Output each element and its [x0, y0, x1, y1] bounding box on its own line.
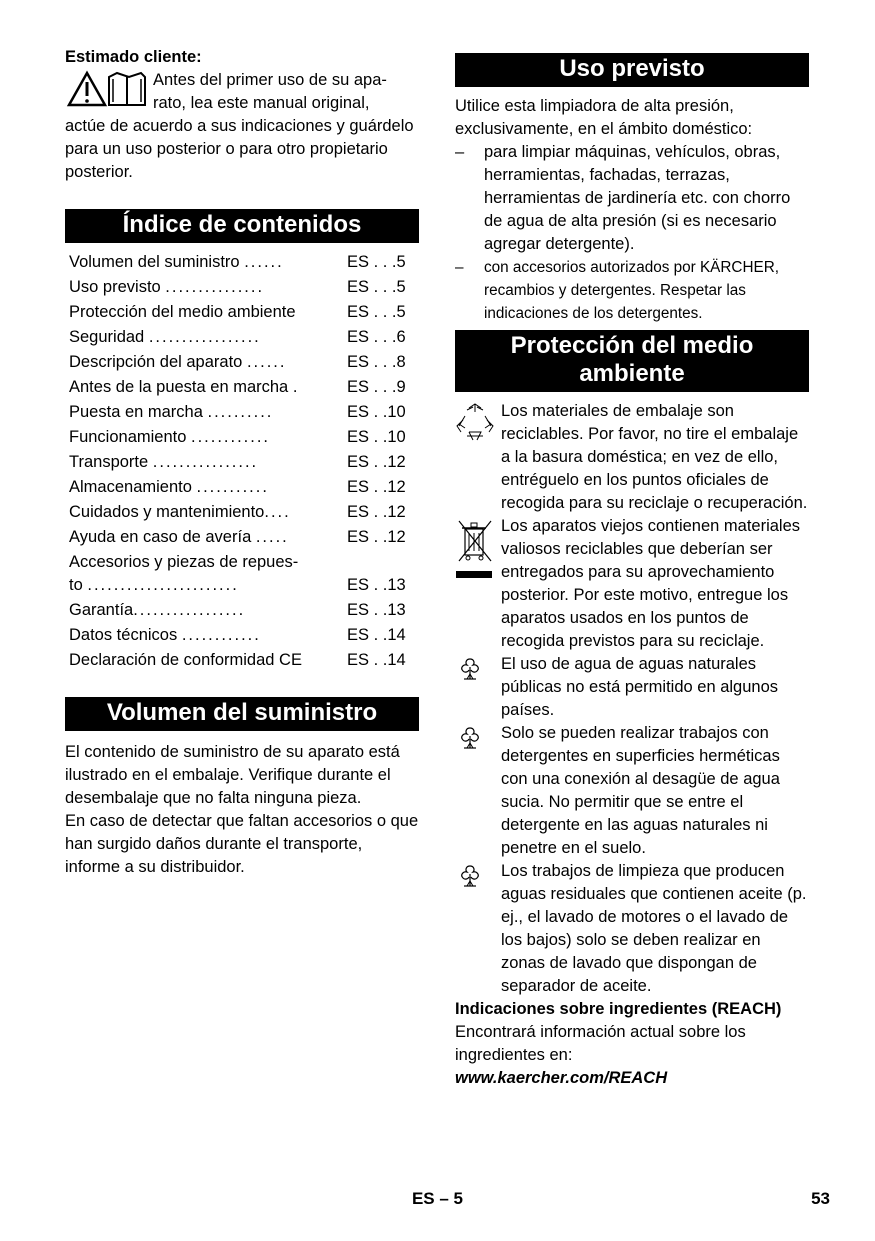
env-text: El uso de agua de aguas naturales públicas no está permitido en algunos países.: [501, 655, 779, 719]
use-intro: Utilice esta limpiadora de alta presión, exclusivamente, en el ámbito doméstico:: [455, 97, 753, 138]
toc-page: ES . . .5: [347, 253, 406, 271]
toc-row[interactable]: Cuidados y mantenimiento.... ES . .12: [69, 501, 419, 524]
list-item: [455, 860, 809, 998]
toc-page: ES . .12: [347, 478, 406, 496]
env-text: Los trabajos de limpieza que producen aguas residuales que contienen aceite (p. ej., el lavado de motores o el lavado de los bajos) solo se deben realizar en zonas de lavado que dispongan de separador de aceite.: [501, 862, 807, 995]
toc-row[interactable]: Seguridad ................. ES . . .6: [69, 326, 419, 349]
toc-title: Declaración de conformidad CE: [69, 651, 302, 669]
env-heading: [455, 330, 809, 392]
toc-row[interactable]: [69, 649, 419, 672]
env-heading-line-2: ambiente: [579, 360, 685, 387]
toc-page: ES . . .5: [347, 303, 406, 321]
toc-title: Volumen del suministro: [69, 253, 240, 271]
toc-title: Protección del medio ambiente: [69, 303, 296, 321]
crossed-bin-icon: [455, 515, 501, 653]
toc-title: Descripción del aparato: [69, 353, 243, 371]
toc-row[interactable]: Transporte ................ ES . .12: [69, 451, 419, 474]
toc-title: Puesta en marcha: [69, 403, 203, 421]
toc-title: Transporte: [69, 453, 149, 471]
environment-tree-icon: [455, 653, 501, 722]
list-item: – con accesorios autorizados por KÄRCHER, recambios y detergentes. Respetar las indicaciones de los detergentes.: [455, 256, 809, 325]
toc-page: ES . . .5: [347, 278, 406, 296]
use-heading: Uso previsto: [455, 53, 809, 87]
toc-title: to: [69, 576, 83, 594]
supply-heading: Volumen del suministro: [65, 697, 419, 731]
toc-title: Ayuda en caso de avería: [69, 528, 252, 546]
footer-section-label: ES – 5: [411, 1189, 464, 1208]
env-text: Los materiales de embalaje son reciclables. Por favor, no tire el embalaje a la basura doméstica; en vez de ello, entréguelo en los puntos oficiales de recogida para su reciclaje o recuperación.: [501, 402, 808, 512]
toc-title: Antes de la puesta en marcha: [69, 378, 289, 396]
toc-row[interactable]: [69, 301, 419, 324]
env-heading-line-1: Protección del medio: [510, 332, 754, 359]
reach-text: Encontrará información actual sobre los ingredientes en:: [455, 1023, 746, 1064]
toc-row[interactable]: Ayuda en caso de avería ..... ES . .12: [69, 526, 419, 549]
left-column: [65, 46, 419, 879]
toc-title-line1: Accesorios y piezas de repues-: [69, 553, 299, 571]
toc-page: ES . .12: [347, 528, 406, 546]
toc-page: ES . .14: [347, 626, 406, 644]
env-text: Los aparatos viejos contienen materiales valiosos reciclables que deberían ser entregados para su aprovechamiento posterior. Por este motivo, entregue los aparatos usados en los puntos de recogida previstos para su reciclaje.: [501, 517, 801, 650]
greeting: Estimado cliente:: [65, 48, 202, 66]
toc-title: Uso previsto: [69, 278, 161, 296]
reach-link[interactable]: www.kaercher.com/REACH: [455, 1069, 668, 1087]
intro-icons: [65, 69, 153, 115]
right-column: [455, 53, 809, 1090]
toc-page: ES . .12: [347, 503, 406, 521]
use-list: [455, 141, 809, 325]
reach-heading: Indicaciones sobre ingredientes (REACH): [455, 1000, 782, 1018]
toc-row[interactable]: Descripción del aparato ...... ES . . .8: [69, 351, 419, 374]
toc-title: Cuidados y mantenimiento: [69, 503, 265, 521]
list-item: [455, 722, 809, 860]
warning-manual-icon: [65, 69, 151, 115]
toc-row[interactable]: Funcionamiento ............ ES . .10: [69, 426, 419, 449]
toc-row[interactable]: Puesta en marcha .......... ES . .10: [69, 401, 419, 424]
toc-page: ES . . .9: [347, 378, 406, 396]
env-text: Solo se pueden realizar trabajos con detergentes en superficies herméticas con una conexión al desagüe de agua sucia. No permitir que se entre el detergente en las aguas naturales ni penetre en el suelo.: [501, 724, 780, 857]
toc-row[interactable]: Almacenamiento ........... ES . .12: [69, 476, 419, 499]
toc-title: Datos técnicos: [69, 626, 178, 644]
toc-row[interactable]: Garantía................. ES . .13: [69, 599, 419, 622]
toc-title: Garantía: [69, 601, 134, 619]
toc-page: ES . .10: [347, 403, 406, 421]
intro-line-2: rato, lea este manual original,: [153, 94, 370, 112]
environment-tree-icon: [455, 722, 501, 860]
list-item: – para limpiar máquinas, vehículos, obras, herramientas, fachadas, terrazas, herramientas de jardinería etc. con chorro de agua de alta presión (si es necesario agregar detergente).: [455, 141, 809, 256]
supply-paragraph-2: En caso de detectar que faltan accesorios o que han surgido daños durante el transporte, informe a su distribuidor.: [65, 812, 419, 876]
environment-tree-icon: [455, 860, 501, 998]
table-of-contents: [65, 251, 419, 672]
supply-paragraph-1: El contenido de suministro de su aparato está ilustrado en el embalaje. Verifique durante el desembalaje que no falta ninguna pieza.: [65, 743, 400, 807]
toc-page: ES . .13: [347, 576, 406, 594]
toc-page: ES . . .6: [347, 328, 406, 346]
list-item: [455, 653, 809, 722]
page-number: 53: [811, 1189, 830, 1208]
toc-row[interactable]: Datos técnicos ............ ES . .14: [69, 624, 419, 647]
toc-page: ES . .12: [347, 453, 406, 471]
toc-row[interactable]: Volumen del suministro ...... ES . . .5: [69, 251, 419, 274]
intro-block: [65, 69, 419, 115]
list-item: [455, 400, 809, 515]
toc-title: Funcionamiento: [69, 428, 187, 446]
toc-title: Seguridad: [69, 328, 145, 346]
list-item: [455, 515, 809, 653]
toc-row[interactable]: to ....................... ES . .13: [69, 574, 419, 597]
intro-line-1: Antes del primer uso de su apa-: [153, 71, 387, 89]
env-list: [455, 400, 809, 998]
toc-page: ES . .10: [347, 428, 406, 446]
toc-page: ES . .13: [347, 601, 406, 619]
toc-row[interactable]: Uso previsto ............... ES . . .5: [69, 276, 419, 299]
toc-page: ES . . .8: [347, 353, 406, 371]
intro-text: actúe de acuerdo a sus indicaciones y guárdelo para un uso posterior o para otro propietario posterior.: [65, 117, 414, 181]
recycle-icon: [455, 400, 501, 515]
toc-heading: Índice de contenidos: [65, 209, 419, 243]
toc-page: ES . .14: [347, 651, 406, 669]
toc-row[interactable]: Antes de la puesta en marcha . ES . . .9: [69, 376, 419, 399]
toc-title: Almacenamiento: [69, 478, 192, 496]
